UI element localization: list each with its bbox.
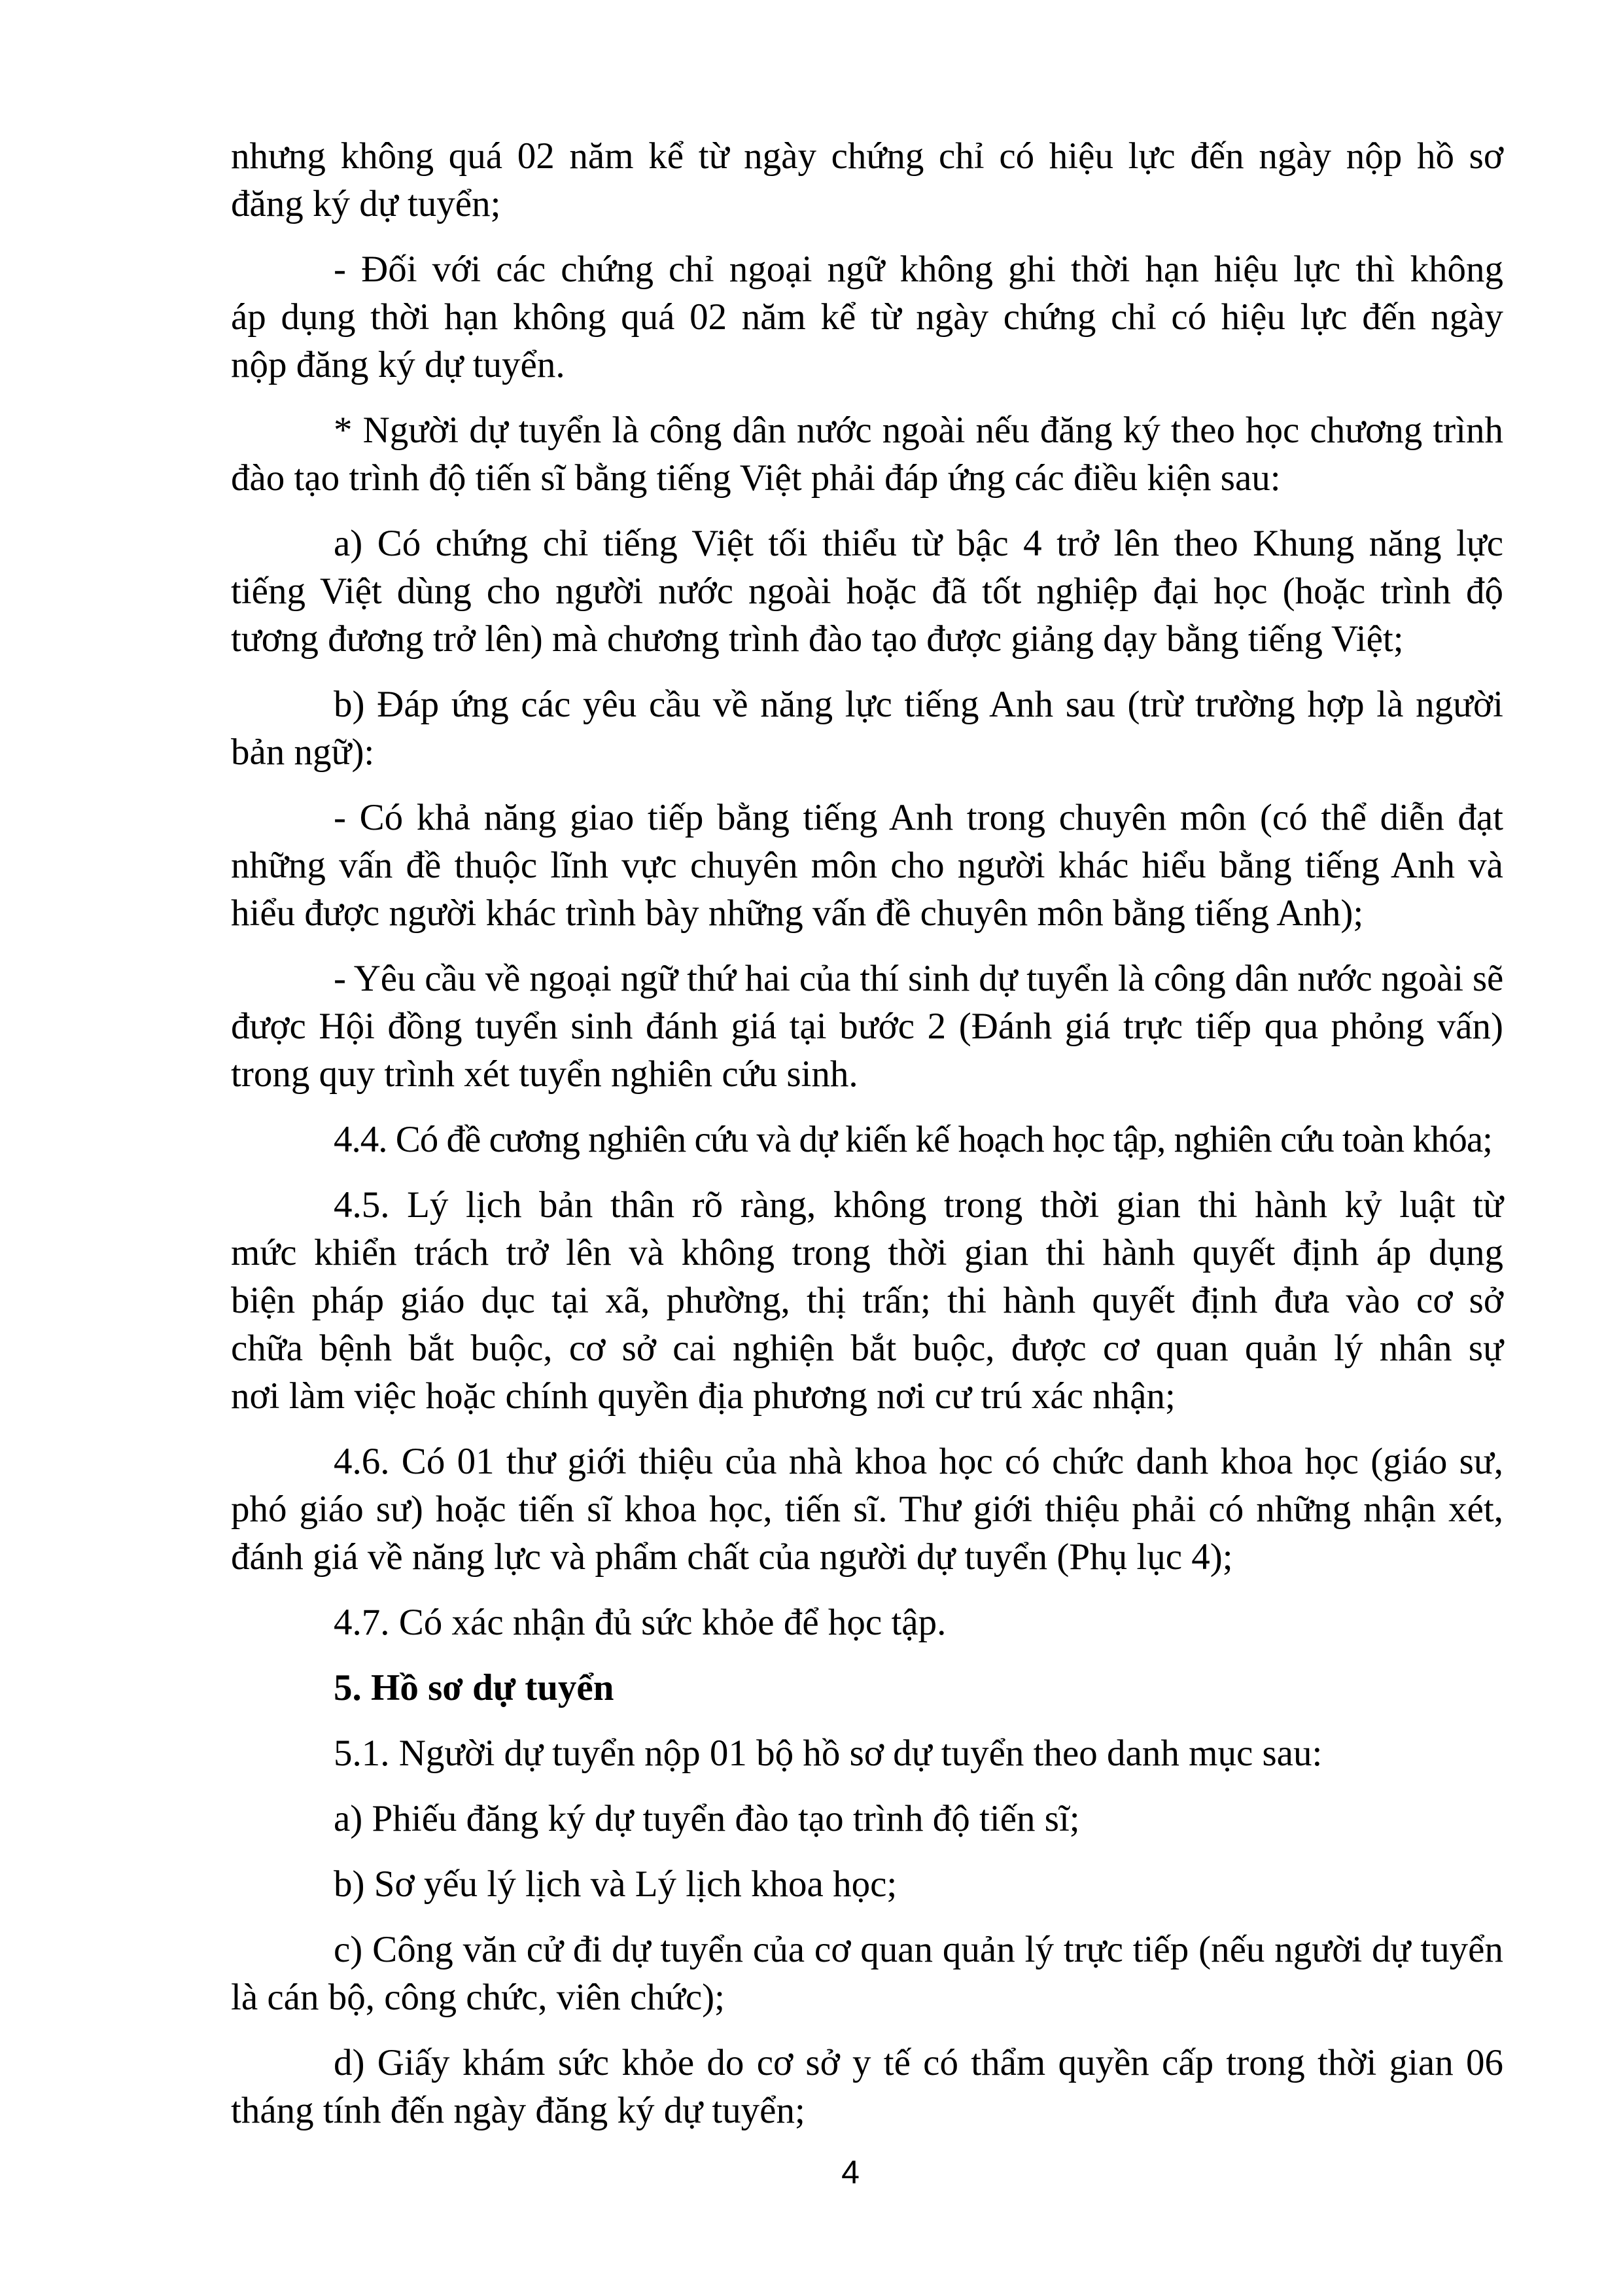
- text-line: bản ngữ):: [231, 732, 375, 773]
- paragraph: [231, 1438, 1503, 1581]
- text-line: 4.4. Có đề cương nghiên cứu và dự kiến kế hoạch học tập, nghiên cứu toàn khóa;: [334, 1119, 1492, 1160]
- document-body: [231, 132, 1503, 2152]
- paragraph: [231, 2039, 1503, 2134]
- paragraph: [231, 680, 1503, 776]
- paragraph: [231, 406, 1503, 502]
- page-number: 4: [841, 2154, 860, 2191]
- paragraph: [231, 1729, 1503, 1777]
- paragraph: [231, 1598, 1503, 1646]
- text-line: 4.5. Lý lịch bản thân rõ ràng, không trong thời gian thi hành kỷ luật từ: [334, 1184, 1503, 1226]
- text-line: đăng ký dự tuyển;: [231, 183, 501, 224]
- paragraph: [231, 132, 1503, 228]
- text-line: c) Công văn cử đi dự tuyển của cơ quan quản lý trực tiếp (nếu người dự tuyển: [334, 1929, 1503, 1970]
- text-line: d) Giấy khám sức khỏe do cơ sở y tế có thẩm quyền cấp trong thời gian 06: [334, 2042, 1503, 2083]
- text-line: tương đương trở lên) mà chương trình đào tạo được giảng dạy bằng tiếng Việt;: [231, 618, 1404, 660]
- text-line: biện pháp giáo dục tại xã, phường, thị trấn; thi hành quyết định đưa vào cơ sở: [231, 1280, 1503, 1321]
- text-line: a) Có chứng chỉ tiếng Việt tối thiểu từ bậc 4 trở lên theo Khung năng lực: [334, 523, 1503, 564]
- text-line: những vấn đề thuộc lĩnh vực chuyên môn cho người khác hiểu bằng tiếng Anh và: [231, 845, 1503, 886]
- text-line: chữa bệnh bắt buộc, cơ sở cai nghiện bắt buộc, được cơ quan quản lý nhân sự: [231, 1328, 1503, 1369]
- text-line: mức khiển trách trở lên và không trong thời gian thi hành quyết định áp dụng: [231, 1232, 1503, 1273]
- paragraph: [231, 1926, 1503, 2021]
- text-line: b) Sơ yếu lý lịch và Lý lịch khoa học;: [334, 1863, 898, 1905]
- text-line: được Hội đồng tuyển sinh đánh giá tại bước 2 (Đánh giá trực tiếp qua phỏng vấn): [231, 1006, 1503, 1047]
- text-line: - Đối với các chứng chỉ ngoại ngữ không ghi thời hạn hiệu lực thì không: [334, 249, 1503, 290]
- text-line: phó giáo sư) hoặc tiến sĩ khoa học, tiến sĩ. Thư giới thiệu phải có những nhận xét,: [231, 1489, 1503, 1530]
- paragraph: [231, 794, 1503, 937]
- text-line: 5. Hồ sơ dự tuyển: [334, 1667, 614, 1708]
- text-line: tháng tính đến ngày đăng ký dự tuyển;: [231, 2090, 805, 2131]
- text-line: nhưng không quá 02 năm kể từ ngày chứng chỉ có hiệu lực đến ngày nộp hồ sơ: [231, 135, 1503, 177]
- text-line: nơi làm việc hoặc chính quyền địa phương nơi cư trú xác nhận;: [231, 1375, 1176, 1417]
- text-line: - Yêu cầu về ngoại ngữ thứ hai của thí sinh dự tuyển là công dân nước ngoài sẽ: [334, 958, 1503, 999]
- paragraph: [231, 1795, 1503, 1843]
- text-line: nộp đăng ký dự tuyển.: [231, 344, 565, 385]
- text-line: áp dụng thời hạn không quá 02 năm kể từ ngày chứng chỉ có hiệu lực đến ngày: [231, 296, 1503, 338]
- paragraph: [231, 955, 1503, 1098]
- paragraph: [231, 1860, 1503, 1908]
- text-line: a) Phiếu đăng ký dự tuyển đào tạo trình độ tiến sĩ;: [334, 1798, 1080, 1839]
- text-line: 4.7. Có xác nhận đủ sức khỏe để học tập.: [334, 1602, 947, 1643]
- text-line: * Người dự tuyển là công dân nước ngoài nếu đăng ký theo học chương trình: [334, 410, 1503, 451]
- paragraph: [231, 520, 1503, 663]
- paragraph: [231, 1116, 1503, 1163]
- paragraph: [231, 245, 1503, 389]
- text-line: hiểu được người khác trình bày những vấn đề chuyên môn bằng tiếng Anh);: [231, 892, 1364, 934]
- text-line: b) Đáp ứng các yêu cầu về năng lực tiếng Anh sau (trừ trường hợp là người: [334, 684, 1503, 725]
- text-line: đánh giá về năng lực và phẩm chất của người dự tuyển (Phụ lục 4);: [231, 1536, 1233, 1578]
- text-line: trong quy trình xét tuyển nghiên cứu sinh.: [231, 1053, 858, 1095]
- text-line: là cán bộ, công chức, viên chức);: [231, 1977, 725, 2018]
- paragraph: [231, 1181, 1503, 1420]
- text-line: tiếng Việt dùng cho người nước ngoài hoặc đã tốt nghiệp đại học (hoặc trình độ: [231, 571, 1503, 612]
- section-heading: [231, 1664, 1503, 1712]
- text-line: 5.1. Người dự tuyển nộp 01 bộ hồ sơ dự tuyển theo danh mục sau:: [334, 1733, 1323, 1774]
- text-line: 4.6. Có 01 thư giới thiệu của nhà khoa học có chức danh khoa học (giáo sư,: [334, 1441, 1503, 1482]
- text-line: - Có khả năng giao tiếp bằng tiếng Anh trong chuyên môn (có thể diễn đạt: [334, 797, 1503, 838]
- text-line: đào tạo trình độ tiến sĩ bằng tiếng Việt phải đáp ứng các điều kiện sau:: [231, 457, 1281, 499]
